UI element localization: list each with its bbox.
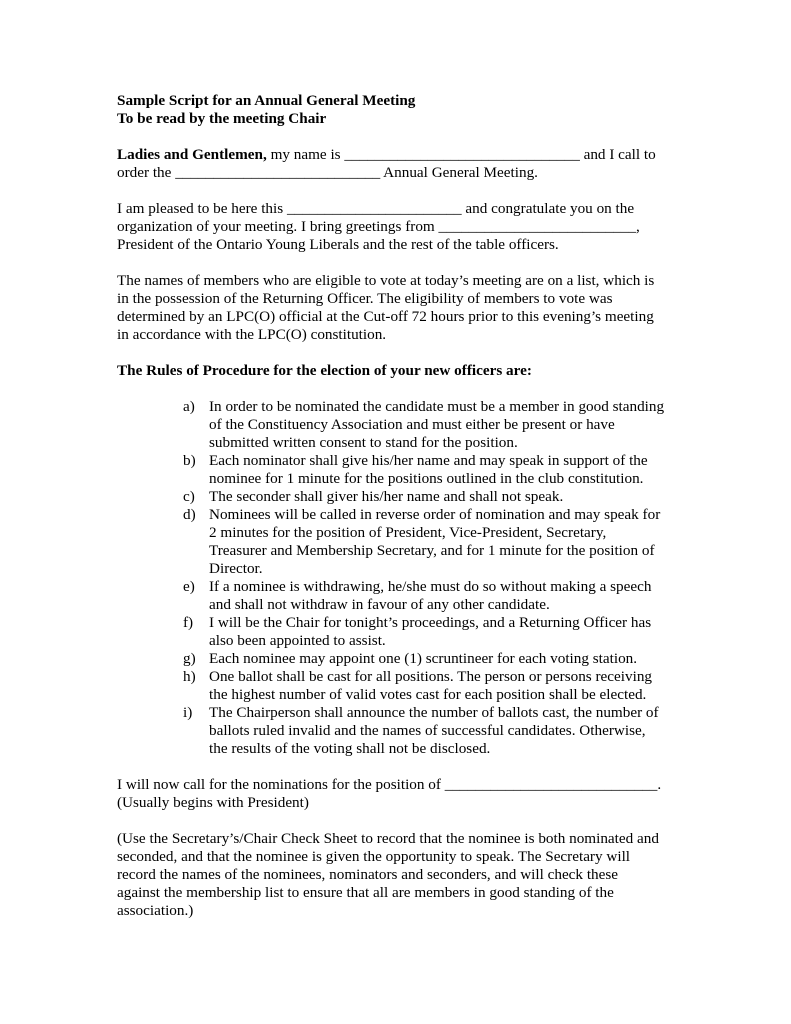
intro-paragraph xyxy=(117,146,677,182)
rule-line: the results of the voting shall not be disclosed. xyxy=(209,740,491,757)
rule-letter: b) xyxy=(183,452,196,469)
pleased-paragraph xyxy=(117,200,677,254)
rule-text xyxy=(209,578,677,614)
rule-line: submitted written consent to stand for the position. xyxy=(209,434,518,451)
check-sheet-line-3: record the names of the nominees, nominators and seconders, and will check these xyxy=(117,866,619,883)
rule-line: The Chairperson shall announce the number of ballots cast, the number of xyxy=(209,704,659,721)
rule-item xyxy=(183,398,677,452)
rule-item xyxy=(183,506,677,578)
eligibility-line-1: The names of members who are eligible to vote at today’s meeting are on a list, which is xyxy=(117,272,655,289)
nominations-line-1: I will now call for the nominations for the position of ____________________________. xyxy=(117,776,662,793)
rule-text xyxy=(209,704,677,758)
rule-item xyxy=(183,452,677,488)
intro-line-1 xyxy=(117,146,677,164)
rule-item xyxy=(183,650,677,668)
rule-line: also been appointed to assist. xyxy=(209,632,386,649)
rule-line: and shall not withdraw in favour of any other candidate. xyxy=(209,596,550,613)
rule-text xyxy=(209,650,677,668)
rule-line: Nominees will be called in reverse order of nomination and may speak for xyxy=(209,506,661,523)
rules-heading: The Rules of Procedure for the election of your new officers are: xyxy=(117,362,532,379)
check-sheet-line-1: (Use the Secretary’s/Chair Check Sheet to record that the nominee is both nominated and xyxy=(117,830,659,847)
rule-text xyxy=(209,668,677,704)
document-title xyxy=(117,92,677,128)
rule-line: Treasurer and Membership Secretary, and for 1 minute for the position of xyxy=(209,542,655,559)
rule-line: ballots ruled invalid and the names of successful candidates. Otherwise, xyxy=(209,722,646,739)
rule-line: nominee for 1 minute for the positions outlined in the club constitution. xyxy=(209,470,644,487)
rule-line: Each nominee may appoint one (1) scruntineer for each voting station. xyxy=(209,650,638,667)
title-line-2: To be read by the meeting Chair xyxy=(117,110,327,127)
rule-letter: e) xyxy=(183,578,195,595)
eligibility-line-4: in accordance with the LPC(O) constitution. xyxy=(117,326,387,343)
rule-letter: f) xyxy=(183,614,194,631)
rule-item xyxy=(183,668,677,704)
greeting-text: Ladies and Gentlemen, xyxy=(117,146,267,163)
pleased-line-3: President of the Ontario Young Liberals and the rest of the table officers. xyxy=(117,236,559,253)
intro-line-1-rest: my name is _______________________________ and I call to xyxy=(266,146,656,163)
rule-item xyxy=(183,704,677,758)
rule-line: The seconder shall giver his/her name and shall not speak. xyxy=(209,488,564,505)
rule-letter: i) xyxy=(183,704,193,721)
check-sheet-line-2: seconded, and that the nominee is given the opportunity to speak. The Secretary will xyxy=(117,848,631,865)
eligibility-line-2: in the possession of the Returning Officer. The eligibility of members to vote was xyxy=(117,290,613,307)
rule-text xyxy=(209,488,677,506)
intro-line-2: order the ___________________________ Annual General Meeting. xyxy=(117,164,538,181)
rule-line: In order to be nominated the candidate must be a member in good standing xyxy=(209,398,665,415)
rule-letter: a) xyxy=(183,398,195,415)
pleased-line-1: I am pleased to be here this _______________________ and congratulate you on the xyxy=(117,200,635,217)
rule-line: 2 minutes for the position of President, Vice-President, Secretary, xyxy=(209,524,607,541)
rule-line: the highest number of valid votes cast for each position shall be elected. xyxy=(209,686,647,703)
rule-item xyxy=(183,614,677,650)
pleased-line-2: organization of your meeting. I bring greetings from __________________________, xyxy=(117,218,640,235)
eligibility-paragraph xyxy=(117,272,677,344)
rule-line: of the Constituency Association and must either be present or have xyxy=(209,416,615,433)
rule-letter: c) xyxy=(183,488,195,505)
rules-list xyxy=(117,398,677,758)
rule-letter: d) xyxy=(183,506,196,523)
rule-line: One ballot shall be cast for all positions. The person or persons receiving xyxy=(209,668,653,685)
check-sheet-paragraph xyxy=(117,830,677,920)
nominations-line-2: (Usually begins with President) xyxy=(117,794,309,811)
rule-letter: h) xyxy=(183,668,196,685)
rule-line: Each nominator shall give his/her name and may speak in support of the xyxy=(209,452,648,469)
rule-item xyxy=(183,488,677,506)
rule-line: I will be the Chair for tonight’s proceedings, and a Returning Officer has xyxy=(209,614,652,631)
rule-text xyxy=(209,452,677,488)
rule-line: If a nominee is withdrawing, he/she must do so without making a speech xyxy=(209,578,652,595)
rule-text xyxy=(209,506,677,578)
nominations-paragraph xyxy=(117,776,677,812)
rule-letter: g) xyxy=(183,650,196,667)
rule-item xyxy=(183,578,677,614)
document-page xyxy=(117,92,677,920)
rule-text xyxy=(209,398,677,452)
eligibility-line-3: determined by an LPC(O) official at the Cut-off 72 hours prior to this evening’s meeting xyxy=(117,308,654,325)
check-sheet-line-4: against the membership list to ensure that all are members in good standing of the xyxy=(117,884,614,901)
rule-line: Director. xyxy=(209,560,263,577)
title-line-1: Sample Script for an Annual General Meeting xyxy=(117,92,416,109)
check-sheet-line-5: association.) xyxy=(117,902,194,919)
rule-text xyxy=(209,614,677,650)
